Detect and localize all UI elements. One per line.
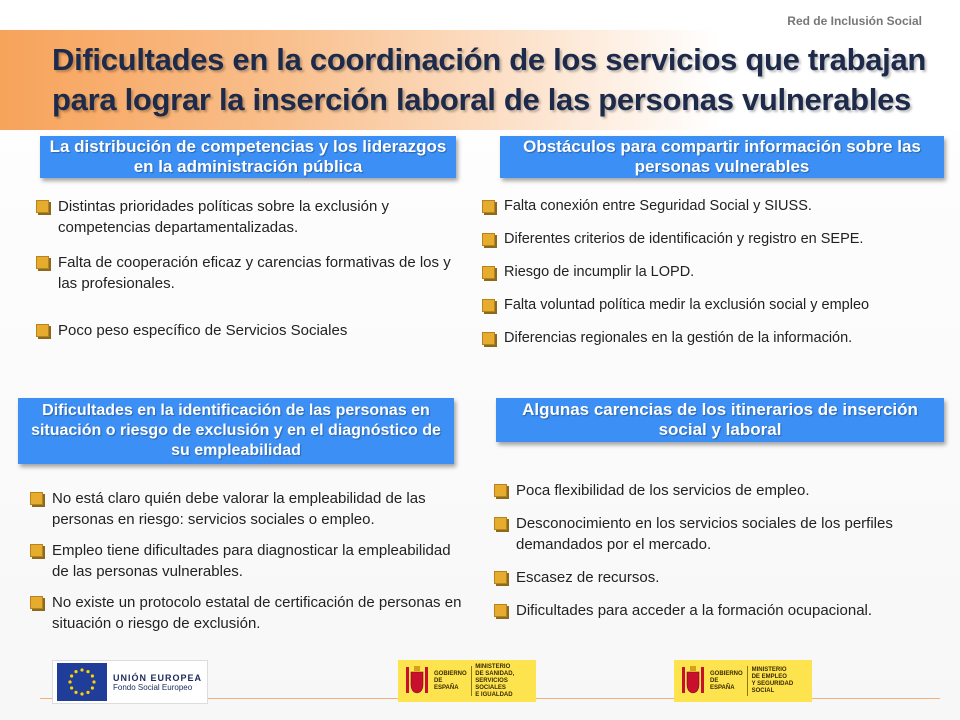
list-item: Desconocimiento en los servicios sociales de los perfiles demandados por el mercado. [490,513,952,555]
checkbox-bullet-icon [482,200,495,213]
gov-logo-text: MINISTERIO [751,667,787,673]
section-heading-competencias: La distribución de competencias y los liderazgos en la administración pública [40,136,456,178]
checkbox-bullet-icon [36,324,49,337]
list-item: Falta de cooperación eficaz y carencias formativas de los y las profesionales. [32,252,464,294]
checkbox-bullet-icon [494,517,507,530]
gov-logo-text: E IGUALDAD [475,691,513,698]
list-item: Poco peso específico de Servicios Sociales [32,320,464,341]
gov-logo-separator [471,666,472,696]
gov-logo-separator [747,666,748,696]
checkbox-bullet-icon [36,200,49,213]
list-item: Empleo tiene dificultades para diagnosticar la empleabilidad de las personas vulnerables. [26,540,462,582]
checkbox-bullet-icon [36,256,49,269]
checkbox-bullet-icon [30,544,43,557]
gov-logo-text: DE ESPAÑA [434,677,459,691]
checkbox-bullet-icon [494,571,507,584]
gov-logo-text: Y SEGURIDAD SOCIAL [751,681,794,694]
list-item: Dificultades para acceder a la formación ocupacional. [490,600,952,621]
org-name: Red de Inclusión Social [787,14,922,28]
eu-logo [52,660,208,704]
list-informacion [478,196,948,349]
checkbox-bullet-icon [482,299,495,312]
list-item: Escasez de recursos. [490,567,952,588]
checkbox-bullet-icon [482,266,495,279]
gov-logo-sanidad [398,660,536,702]
checkbox-bullet-icon [494,484,507,497]
checkbox-bullet-icon [482,332,495,345]
section-heading-informacion: Obstáculos para compartir información sobre las personas vulnerables [500,136,944,178]
gov-logo-text: GOBIERNO [434,670,467,677]
list-item: Falta conexión entre Seguridad Social y SIUSS. [478,196,948,217]
list-item: Poca flexibilidad de los servicios de empleo. [490,480,952,501]
gov-logo-text: GOBIERNO [710,670,743,677]
list-item: Diferencias regionales en la gestión de la información. [478,328,948,349]
checkbox-bullet-icon [30,596,43,609]
list-item: No existe un protocolo estatal de certificación de personas en situación o riesgo de exclusión. [26,592,462,634]
eu-logo-line2: Fondo Social Europeo [113,682,193,692]
gov-logo-text: DE ESPAÑA [710,677,735,691]
page-title: Dificultades en la coordinación de los servicios que trabajan para lograr la inserción laboral de las personas vulnerables [52,42,927,117]
list-itinerarios [490,480,952,621]
list-item: Diferentes criterios de identificación y registro en SEPE. [478,229,948,250]
eu-logo-line1: UNIÓN EUROPEA [113,672,203,683]
eu-flag-icon [57,663,107,701]
section-heading-itinerarios: Algunas carencias de los itinerarios de inserción social y laboral [496,398,944,442]
checkbox-bullet-icon [30,492,43,505]
gov-logo-text: MINISTERIO [475,663,511,670]
gov-logo-text: DE EMPLEO [751,674,787,680]
list-competencias [32,196,464,341]
checkbox-bullet-icon [494,604,507,617]
list-identificacion [26,488,462,634]
spain-coat-of-arms-icon [680,664,706,698]
list-item: Falta voluntad política medir la exclusión social y empleo [478,295,948,316]
list-item: No está claro quién debe valorar la empleabilidad de las personas en riesgo: servicios sociales o empleo. [26,488,462,530]
checkbox-bullet-icon [482,233,495,246]
list-item: Riesgo de incumplir la LOPD. [478,262,948,283]
list-item: Distintas prioridades políticas sobre la exclusión y competencias departamentalizadas. [32,196,464,238]
gov-logo-empleo [674,660,812,702]
spain-coat-of-arms-icon [404,664,430,698]
section-heading-identificacion: Dificultades en la identificación de las personas en situación o riesgo de exclusión y en el diagnóstico de su empleabilidad [18,398,454,464]
gov-logo-text: DE SANIDAD, SERVICIOS SOCIALES [475,670,515,691]
